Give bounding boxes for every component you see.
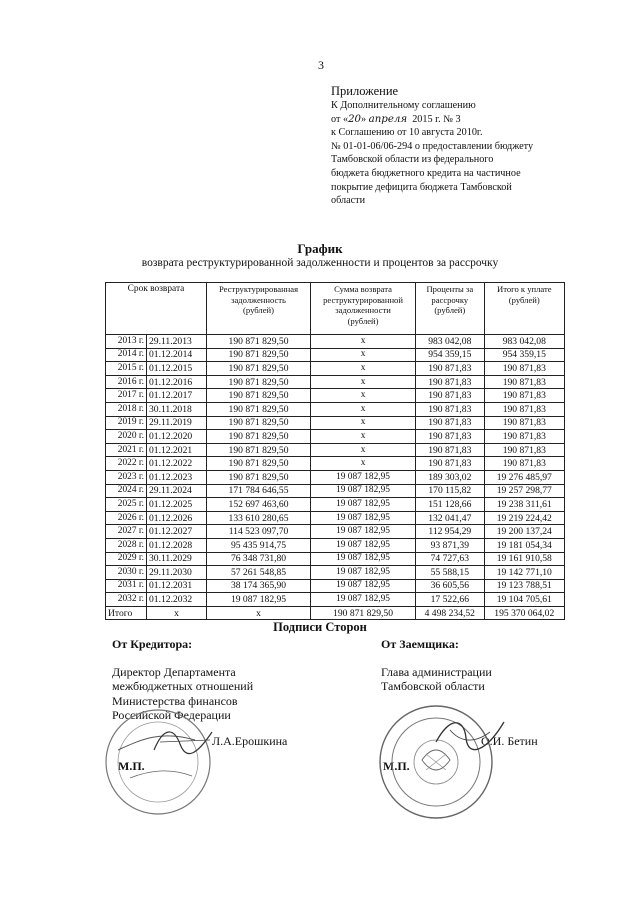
cell-interest: 93 871,39	[416, 538, 485, 552]
cell-total: 19 276 485,97	[484, 470, 564, 484]
cell-total: 954 359,15	[484, 348, 564, 362]
header-return-amount: Сумма возврата реструктурированной задолженности (рублей)	[311, 283, 416, 335]
cell-interest: 170 115,82	[416, 484, 485, 498]
cell-return: x	[311, 348, 416, 362]
table-row	[106, 375, 565, 389]
cell-year: 2028 г.	[106, 538, 147, 552]
cell-debt: 190 871 829,50	[207, 402, 311, 416]
cell-total: 19 200 137,24	[484, 525, 564, 539]
cell-return: 19 087 182,95	[311, 484, 416, 498]
borrower-line-1: Глава администрации	[381, 664, 492, 679]
cell-total: 190 871,83	[484, 457, 564, 471]
cell-interest: 190 871,83	[416, 430, 485, 444]
cell-return: 19 087 182,95	[311, 511, 416, 525]
cell-year: 2020 г.	[106, 430, 147, 444]
table-row	[106, 443, 565, 457]
cell-return: 19 087 182,95	[311, 525, 416, 539]
borrower-signature	[430, 712, 510, 757]
table-body	[106, 335, 565, 620]
creditor-mp: М.П.	[118, 759, 145, 773]
cell-total: 19 219 224,42	[484, 511, 564, 525]
table-row	[106, 402, 565, 416]
cell-total: 190 871,83	[484, 389, 564, 403]
creditor-line-3: Министерства финансов	[112, 693, 238, 708]
cell-return: 19 087 182,95	[311, 566, 416, 580]
table-row	[106, 416, 565, 430]
cell-debt: 171 784 646,55	[207, 484, 311, 498]
cell-return: 19 087 182,95	[311, 498, 416, 512]
cell-debt: 190 871 829,50	[207, 457, 311, 471]
cell-year: 2030 г.	[106, 566, 147, 580]
cell-return: 19 087 182,95	[311, 593, 416, 607]
date-mid: »	[361, 113, 369, 125]
cell-debt: 76 348 731,80	[207, 552, 311, 566]
cell-interest: 112 954,29	[416, 525, 485, 539]
cell-interest: 190 871,83	[416, 416, 485, 430]
cell-debt: 95 435 914,75	[207, 538, 311, 552]
table-row	[106, 457, 565, 471]
cell-year: 2022 г.	[106, 457, 147, 471]
cell-total: 19 142 771,10	[484, 566, 564, 580]
cell-date: 01.12.2028	[147, 538, 207, 552]
cell-year: 2021 г.	[106, 443, 147, 457]
table-row	[106, 538, 565, 552]
handwritten-month: апреля	[368, 113, 408, 125]
table-row	[106, 430, 565, 444]
cell-return: 19 087 182,95	[311, 538, 416, 552]
cell-date: 01.12.2015	[147, 362, 207, 376]
table-row	[106, 348, 565, 362]
appendix-line-5: Тамбовской области из федерального	[331, 154, 494, 166]
cell-interest: 36 605,56	[416, 579, 485, 593]
cell-interest: 190 871,83	[416, 402, 485, 416]
cell-year: 2019 г.	[106, 416, 147, 430]
cell-year: 2027 г.	[106, 525, 147, 539]
cell-debt: 133 610 280,65	[207, 511, 311, 525]
table-total-row	[106, 606, 565, 620]
appendix-line-7: покрытие дефицита бюджета Тамбовской	[331, 181, 512, 193]
table-row	[106, 566, 565, 580]
cell-interest: 74 727,63	[416, 552, 485, 566]
table-row	[106, 593, 565, 607]
cell-debt: 38 174 365,90	[207, 579, 311, 593]
cell-return: x	[311, 430, 416, 444]
cell-debt: 190 871 829,50	[207, 443, 311, 457]
table-row	[106, 470, 565, 484]
cell-year: 2017 г.	[106, 389, 147, 403]
cell-year: 2014 г.	[106, 348, 147, 362]
schedule-title: График	[297, 241, 343, 256]
cell-debt: 190 871 829,50	[207, 430, 311, 444]
cell-total: 190 871,83	[484, 443, 564, 457]
creditor-line-1: Директор Департамента	[112, 664, 236, 679]
handwritten-day: 20	[348, 113, 362, 125]
cell-year: 2031 г.	[106, 579, 147, 593]
cell-return: x	[311, 443, 416, 457]
cell-date: 01.12.2032	[147, 593, 207, 607]
cell-interest: 17 522,66	[416, 593, 485, 607]
schedule-subtitle: возврата реструктурированной задолженности и процентов за рассрочку	[141, 257, 499, 269]
cell-date: 30.11.2018	[147, 402, 207, 416]
table-row	[106, 511, 565, 525]
total-year-mark: x	[147, 606, 207, 620]
cell-year: 2018 г.	[106, 402, 147, 416]
cell-year: 2015 г.	[106, 362, 147, 376]
cell-interest: 190 871,83	[416, 457, 485, 471]
table-row	[106, 335, 565, 349]
cell-debt: 190 871 829,50	[207, 416, 311, 430]
total-debt-mark: x	[207, 606, 311, 620]
cell-debt: 190 871 829,50	[207, 389, 311, 403]
cell-interest: 132 041,47	[416, 511, 485, 525]
cell-year: 2016 г.	[106, 375, 147, 389]
cell-date: 01.12.2016	[147, 375, 207, 389]
cell-total: 19 257 298,77	[484, 484, 564, 498]
date-prefix: от «	[331, 113, 349, 125]
cell-date: 01.12.2020	[147, 430, 207, 444]
borrower-heading: От Заемщика:	[381, 637, 459, 651]
table-row	[106, 525, 565, 539]
cell-debt: 190 871 829,50	[207, 348, 311, 362]
cell-date: 29.11.2019	[147, 416, 207, 430]
cell-debt: 114 523 097,70	[207, 525, 311, 539]
cell-date: 01.12.2023	[147, 470, 207, 484]
cell-date: 29.11.2030	[147, 566, 207, 580]
cell-year: 2024 г.	[106, 484, 147, 498]
total-return: 190 871 829,50	[311, 606, 416, 620]
page-number: 3	[318, 58, 324, 72]
cell-total: 19 238 311,61	[484, 498, 564, 512]
cell-interest: 190 871,83	[416, 375, 485, 389]
total-grand: 195 370 064,02	[484, 606, 564, 620]
appendix-line-4: № 01-01-06/06-294 о предоставлении бюджету	[331, 140, 534, 152]
cell-interest: 189 303,02	[416, 470, 485, 484]
cell-return: x	[311, 416, 416, 430]
appendix-header	[331, 84, 631, 208]
creditor-signature	[150, 720, 220, 760]
cell-date: 01.12.2017	[147, 389, 207, 403]
cell-total: 190 871,83	[484, 402, 564, 416]
cell-total: 19 104 705,61	[484, 593, 564, 607]
cell-return: 19 087 182,95	[311, 470, 416, 484]
header-total: Итого к уплате (рублей)	[484, 283, 564, 335]
cell-date: 29.11.2013	[147, 335, 207, 349]
appendix-line-6: бюджета бюджетного кредита на частичное	[331, 167, 521, 179]
table-row	[106, 579, 565, 593]
borrower-line-2: Тамбовской области	[381, 679, 485, 693]
cell-debt: 190 871 829,50	[207, 335, 311, 349]
creditor-line-2: межбюджетных отношений	[112, 679, 254, 693]
cell-year: 2029 г.	[106, 552, 147, 566]
cell-return: x	[311, 375, 416, 389]
cell-date: 01.12.2031	[147, 579, 207, 593]
header-interest: Проценты за рассрочку (рублей)	[416, 283, 485, 335]
date-suffix: 2015 г. № 3	[407, 113, 461, 125]
appendix-title: Приложение	[331, 84, 399, 98]
cell-return: x	[311, 335, 416, 349]
signatures-title: Подписи Сторон	[273, 620, 367, 634]
cell-debt: 190 871 829,50	[207, 362, 311, 376]
appendix-line-3: к Соглашению от 10 августа 2010г.	[331, 127, 483, 139]
cell-date: 01.12.2022	[147, 457, 207, 471]
cell-return: 19 087 182,95	[311, 579, 416, 593]
cell-total: 190 871,83	[484, 375, 564, 389]
cell-date: 01.12.2025	[147, 498, 207, 512]
cell-date: 01.12.2021	[147, 443, 207, 457]
borrower-name: О.И. Бетин	[481, 734, 538, 748]
borrower-block	[381, 637, 492, 694]
cell-return: x	[311, 389, 416, 403]
cell-debt: 190 871 829,50	[207, 470, 311, 484]
cell-year: 2023 г.	[106, 470, 147, 484]
creditor-name: Л.А.Ерошкина	[212, 734, 288, 748]
appendix-line-1: К Дополнительному соглашению	[331, 100, 476, 111]
cell-interest: 55 588,15	[416, 566, 485, 580]
cell-total: 19 123 788,51	[484, 579, 564, 593]
cell-total: 190 871,83	[484, 362, 564, 376]
cell-interest: 151 128,66	[416, 498, 485, 512]
table-row	[106, 552, 565, 566]
cell-return: x	[311, 402, 416, 416]
cell-interest: 190 871,83	[416, 443, 485, 457]
table-row	[106, 498, 565, 512]
cell-year: 2032 г.	[106, 593, 147, 607]
cell-debt: 190 871 829,50	[207, 375, 311, 389]
header-term: Срок возврата	[106, 283, 207, 335]
creditor-line-4: Российской Федерации	[112, 708, 231, 722]
cell-total: 190 871,83	[484, 430, 564, 444]
cell-year: 2025 г.	[106, 498, 147, 512]
cell-total: 190 871,83	[484, 416, 564, 430]
creditor-heading: От Кредитора:	[112, 637, 193, 651]
table-row	[106, 389, 565, 403]
borrower-mp: М.П.	[383, 759, 410, 773]
cell-date: 01.12.2027	[147, 525, 207, 539]
schedule-table	[105, 282, 565, 620]
cell-debt: 19 087 182,95	[207, 593, 311, 607]
total-interest: 4 498 234,52	[416, 606, 485, 620]
cell-interest: 190 871,83	[416, 389, 485, 403]
cell-interest: 983 042,08	[416, 335, 485, 349]
cell-interest: 190 871,83	[416, 362, 485, 376]
cell-return: x	[311, 457, 416, 471]
cell-date: 29.11.2024	[147, 484, 207, 498]
cell-date: 30.11.2029	[147, 552, 207, 566]
header-restructured-debt: Реструктурированная задолженность (рублей)	[207, 283, 311, 335]
total-label: Итого	[106, 606, 147, 620]
table-row	[106, 362, 565, 376]
cell-date: 01.12.2014	[147, 348, 207, 362]
cell-total: 983 042,08	[484, 335, 564, 349]
cell-total: 19 161 910,58	[484, 552, 564, 566]
cell-year: 2013 г.	[106, 335, 147, 349]
appendix-line-2	[331, 113, 631, 127]
cell-return: x	[311, 362, 416, 376]
cell-total: 19 181 054,34	[484, 538, 564, 552]
cell-interest: 954 359,15	[416, 348, 485, 362]
cell-debt: 57 261 548,85	[207, 566, 311, 580]
table-header-row	[106, 283, 565, 335]
table-row	[106, 484, 565, 498]
appendix-line-8: области	[331, 195, 366, 207]
cell-year: 2026 г.	[106, 511, 147, 525]
cell-return: 19 087 182,95	[311, 552, 416, 566]
cell-date: 01.12.2026	[147, 511, 207, 525]
cell-debt: 152 697 463,60	[207, 498, 311, 512]
